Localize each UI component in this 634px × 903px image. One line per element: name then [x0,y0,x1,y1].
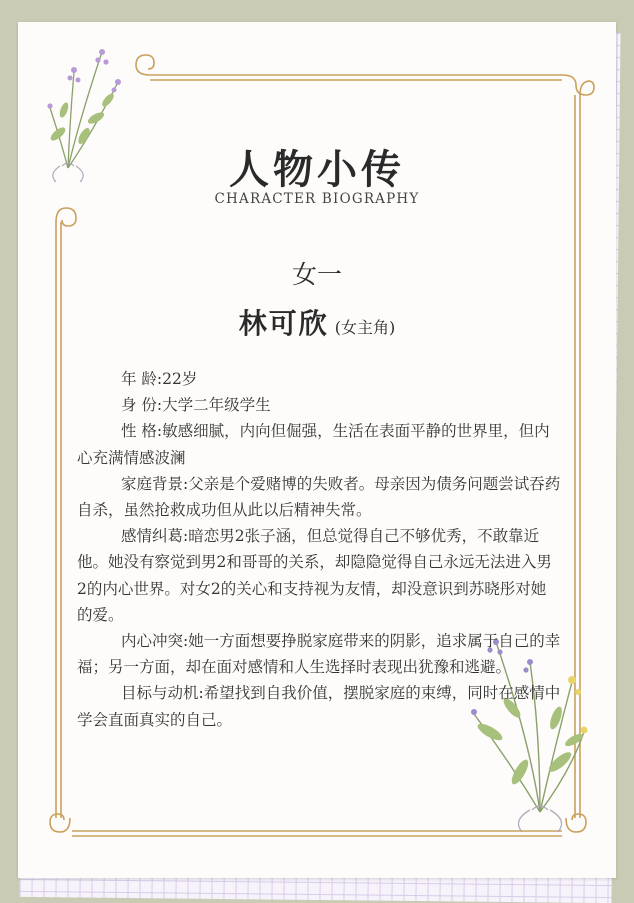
character-role: 女一 [291,260,342,289]
field-goal [77,680,561,732]
field-personality [77,418,561,470]
field-age-label: 年 龄: [121,370,163,388]
field-conflict [77,628,561,680]
field-romance [77,523,561,628]
field-conflict-label: 内心冲突: [121,632,189,651]
field-goal-value: 希望找到自我价值，摆脱家庭的束缚，同时在感情中学会直面真实的自己。 [77,684,561,729]
character-name-line [0,302,634,342]
field-identity [77,392,561,418]
field-identity-label: 身 份: [121,396,163,415]
field-goal-label: 目标与动机: [121,684,204,703]
field-identity-value: 大学二年级学生 [162,396,271,415]
field-personality-label: 性 格: [121,422,163,441]
field-romance-label: 感情纠葛: [121,527,189,546]
field-romance-value: 暗恋男2张子涵，但总觉得自己不够优秀，不敢靠近他。她没有察觉到男2和哥哥的关系，却隐隐觉得自己永远无法进入男2的内心世界。对女2的关心和支持视为友情，却没意识到苏晓彤对她的爱。 [77,527,552,624]
page-subtitle: CHARACTER BIOGRAPHY [214,191,420,207]
field-age [77,366,561,392]
biography-body [77,366,561,733]
field-personality-value: 敏感细腻，内向但倔强，生活在表面平静的世界里，但内心充满情感波澜 [77,422,550,467]
field-family-label: 家庭背景: [121,474,189,493]
page-title: 人物小传 [229,146,405,193]
character-name: 林可欣 [238,307,329,340]
character-name-note: (女主角) [334,318,396,337]
field-age-value: 22岁 [162,370,198,388]
field-family [77,471,561,523]
field-family-value: 父亲是个爱赌博的失败者。母亲因为债务问题尝试吞药自杀，虽然抢救成功但从此以后精神失常。 [77,474,561,520]
field-conflict-value: 她一方面想要挣脱家庭带来的阴影，追求属于自己的幸福；另一方面，却在面对感情和人生选择时表现出犹豫和逃避。 [77,632,561,677]
